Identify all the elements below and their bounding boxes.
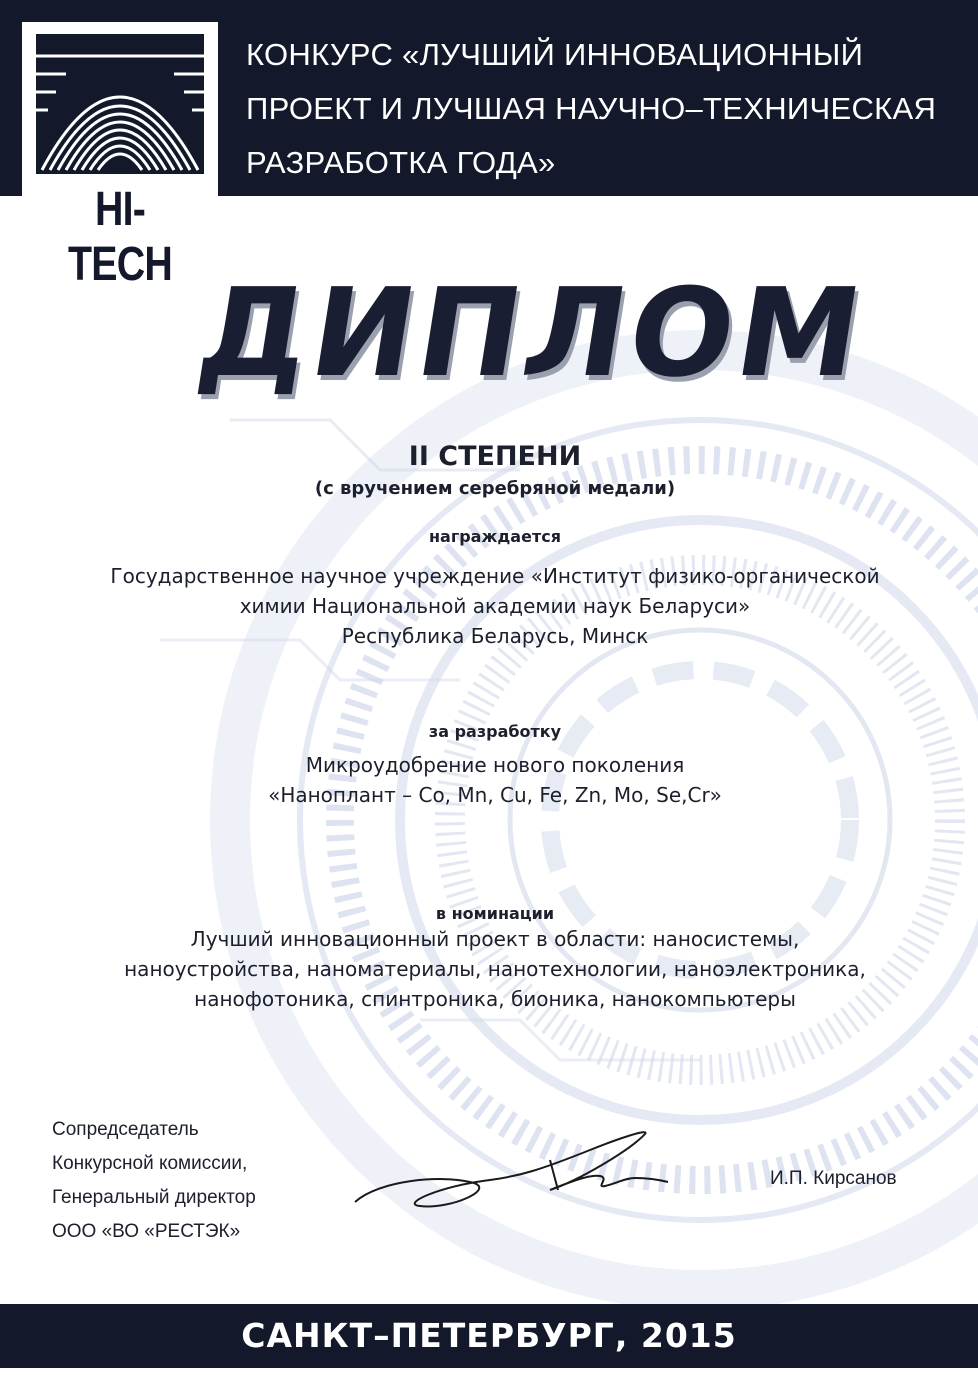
signer-position-line: Сопредседатель: [52, 1119, 199, 1140]
footer-band: [0, 1304, 978, 1368]
degree-label: II СТЕПЕНИ: [408, 441, 582, 472]
logo-text: HI-TECH: [68, 183, 172, 291]
awarded-label: награждается: [429, 527, 561, 546]
organization-line: химии Национальной академии наук Беларуси»: [239, 594, 751, 618]
hi-tech-logo: [22, 22, 218, 291]
contest-title: [246, 28, 956, 190]
nomination-line: нанофотоника, спинтроника, бионика, нанокомпьютеры: [194, 987, 796, 1011]
for-development-label: за разработку: [428, 722, 562, 741]
organization-line: Республика Беларусь, Минск: [341, 624, 649, 648]
signer-position-line: Генеральный директор: [52, 1187, 256, 1208]
nomination: [60, 924, 930, 1014]
signer-name: И.П. Кирсанов: [770, 1168, 897, 1189]
medal-note: (с вручением серебряной медали): [314, 478, 676, 499]
logo-wave-icon: [36, 34, 204, 174]
organization: [60, 561, 930, 651]
signer-position-line: Конкурсной комиссии,: [52, 1153, 248, 1174]
organization-line: Государственное научное учреждение «Институт физико-органической: [110, 564, 880, 588]
footer-city-year: САНКТ–ПЕТЕРБУРГ, 2015: [241, 1316, 737, 1355]
contest-title-line: РАЗРАБОТКА ГОДА»: [246, 145, 556, 180]
diploma-title: ДИПЛОМ: [188, 262, 875, 404]
signer-position-line: ООО «ВО «РЕСТЭК»: [52, 1221, 241, 1242]
contest-title-line: КОНКУРС «ЛУЧШИЙ ИННОВАЦИОННЫЙ: [246, 37, 864, 72]
contest-title-line: ПРОЕКТ И ЛУЧШАЯ НАУЧНО–ТЕХНИЧЕСКАЯ: [246, 91, 937, 126]
nomination-label: в номинации: [435, 904, 555, 923]
nomination-line: наноустройства, наноматериалы, нанотехнологии, наноэлектроника,: [124, 957, 866, 981]
handwritten-signature: [350, 1120, 670, 1230]
development-line: «Наноплант – Co, Mn, Cu, Fe, Zn, Mo, Se,Cr»: [268, 783, 722, 807]
nomination-line: Лучший инновационный проект в области: наносистемы,: [190, 927, 800, 951]
development-line: Микроудобрение нового поколения: [305, 753, 685, 777]
development: [60, 750, 930, 810]
signer-position: [52, 1113, 256, 1249]
